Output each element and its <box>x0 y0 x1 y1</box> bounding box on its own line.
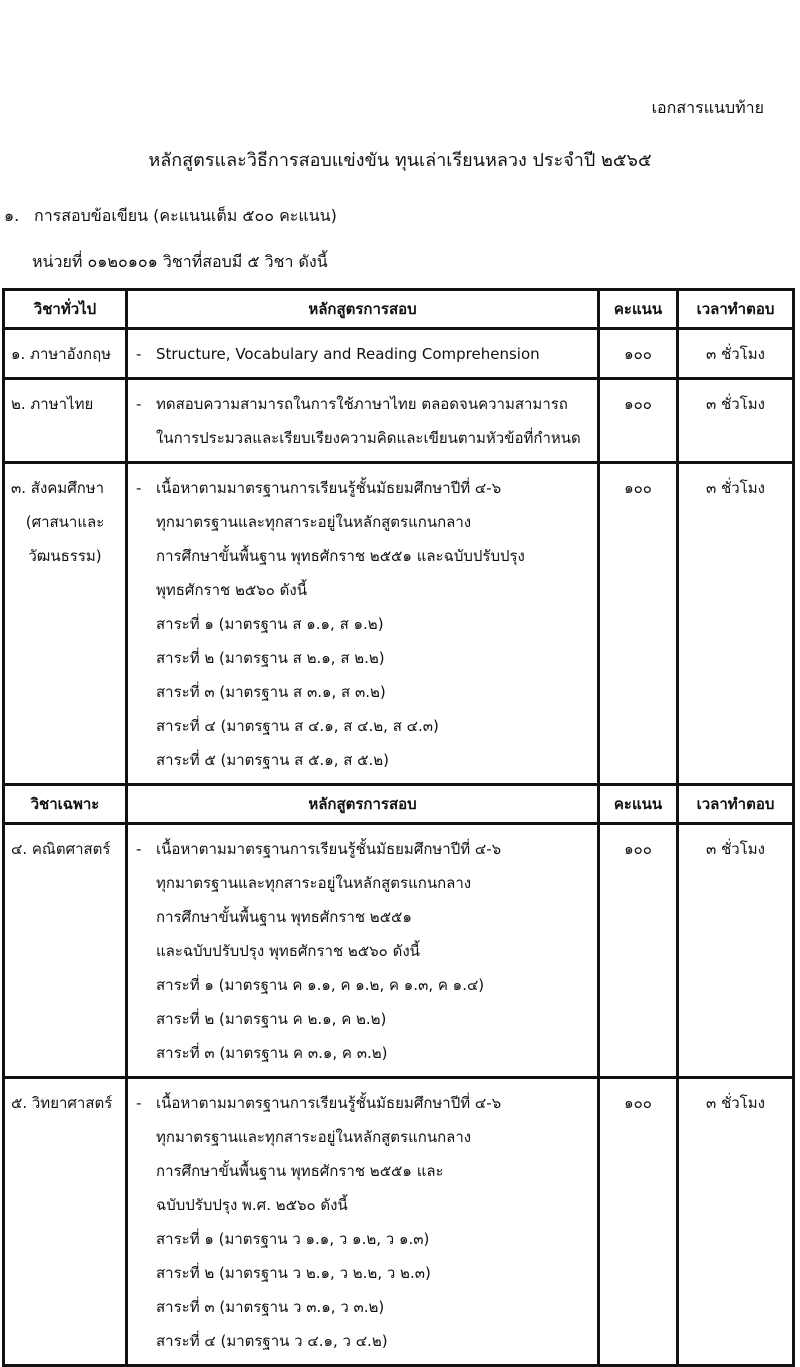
subject-line: ๑. ภาษาอังกฤษ <box>11 345 112 363</box>
curriculum-line <box>136 1086 589 1120</box>
unit-line: หน่วยที่ ๐๑๒๐๑๐๑ วิชาที่สอบมี ๕ วิชา ดังนี้ <box>32 252 328 271</box>
exam-table <box>2 288 795 1367</box>
time-cell: ๓ ชั่วโมง <box>678 379 794 463</box>
curriculum-line <box>136 1036 589 1070</box>
curriculum-line <box>136 1154 589 1188</box>
curriculum-text: สาระที่ ๓ (มาตรฐาน ค ๓.๑, ค ๓.๒) <box>156 1044 388 1062</box>
subject-line: ๒. ภาษาไทย <box>11 395 94 413</box>
header-subject: วิชาทั่วไป <box>4 290 127 329</box>
curriculum-line <box>136 1324 589 1358</box>
table-header-specific <box>4 785 794 824</box>
header-time: เวลาทำตอบ <box>678 290 794 329</box>
curriculum-line <box>136 900 589 934</box>
curriculum-text: ในการประมวลและเรียบเรียงความคิดและเขียนตามหัวข้อที่กำหนด <box>156 429 581 447</box>
subject-cell <box>4 463 127 785</box>
header-curriculum: หลักสูตรการสอบ <box>127 290 599 329</box>
curriculum-cell <box>127 1078 599 1366</box>
bullet-dash: - <box>136 395 142 413</box>
curriculum-line <box>136 573 589 607</box>
curriculum-text: การศึกษาขั้นพื้นฐาน พุทธศักราช ๒๕๕๑ <box>156 908 412 926</box>
curriculum-line <box>136 1290 589 1324</box>
subject-cell <box>4 824 127 1078</box>
table-row <box>4 1078 794 1366</box>
curriculum-line <box>136 1120 589 1154</box>
annex-label: เอกสารแนบท้าย <box>651 98 764 117</box>
bullet-dash: - <box>136 840 142 858</box>
curriculum-text: เนื้อหาตามมาตรฐานการเรียนรู้ชั้นมัธยมศึกษาปีที่ ๔-๖ <box>156 1094 502 1112</box>
subject-cell <box>4 1078 127 1366</box>
header-score: คะแนน <box>599 290 678 329</box>
curriculum-line <box>136 866 589 900</box>
curriculum-text: การศึกษาขั้นพื้นฐาน พุทธศักราช ๒๕๕๑ และฉบับปรับปรุง <box>156 547 525 565</box>
curriculum-line <box>136 709 589 743</box>
curriculum-text: ทุกมาตรฐานและทุกสาระอยู่ในหลักสูตรแกนกลาง <box>156 1128 472 1146</box>
curriculum-line <box>136 471 589 505</box>
subject-line: (ศาสนาและ <box>25 513 105 531</box>
curriculum-text: สาระที่ ๒ (มาตรฐาน ส ๒.๑, ส ๒.๒) <box>156 649 385 667</box>
curriculum-cell <box>127 379 599 463</box>
curriculum-text: สาระที่ ๒ (มาตรฐาน ค ๒.๑, ค ๒.๒) <box>156 1010 387 1028</box>
curriculum-text: สาระที่ ๔ (มาตรฐาน ส ๔.๑, ส ๔.๒, ส ๔.๓) <box>156 717 439 735</box>
curriculum-line <box>136 539 589 573</box>
curriculum-line <box>136 675 589 709</box>
section-heading <box>4 204 337 229</box>
curriculum-text: สาระที่ ๑ (มาตรฐาน ว ๑.๑, ว ๑.๒, ว ๑.๓) <box>156 1230 430 1248</box>
curriculum-text: สาระที่ ๑ (มาตรฐาน ส ๑.๑, ส ๑.๒) <box>156 615 384 633</box>
score-cell: ๑๐๐ <box>599 824 678 1078</box>
curriculum-text: ทุกมาตรฐานและทุกสาระอยู่ในหลักสูตรแกนกลาง <box>156 513 472 531</box>
bullet-dash: - <box>136 479 142 497</box>
curriculum-text: และฉบับปรับปรุง พุทธศักราช ๒๕๖๐ ดังนี้ <box>156 942 420 960</box>
subject-cell <box>4 379 127 463</box>
curriculum-line <box>136 421 589 455</box>
table-header-general <box>4 290 794 329</box>
curriculum-cell <box>127 463 599 785</box>
subject-line: ๔. คณิตศาสตร์ <box>11 840 111 858</box>
bullet-dash: - <box>136 345 142 363</box>
subject-cell <box>4 329 127 379</box>
curriculum-text: สาระที่ ๒ (มาตรฐาน ว ๒.๑, ว ๒.๒, ว ๒.๓) <box>156 1264 431 1282</box>
curriculum-text: เนื้อหาตามมาตรฐานการเรียนรู้ชั้นมัธยมศึกษาปีที่ ๔-๖ <box>156 840 502 858</box>
section-title: การสอบข้อเขียน (คะแนนเต็ม ๕๐๐ คะแนน) <box>34 206 337 225</box>
curriculum-cell <box>127 824 599 1078</box>
header-score: คะแนน <box>599 785 678 824</box>
curriculum-text: ทดสอบความสามารถในการใช้ภาษาไทย ตลอดจนความสามารถ <box>156 395 568 413</box>
curriculum-line <box>136 1222 589 1256</box>
curriculum-text: สาระที่ ๓ (มาตรฐาน ว ๓.๑, ว ๓.๒) <box>156 1298 385 1316</box>
subject-line: ๓. สังคมศึกษา <box>11 479 105 497</box>
curriculum-text: พุทธศักราช ๒๕๖๐ ดังนี้ <box>156 581 307 599</box>
curriculum-text: สาระที่ ๑ (มาตรฐาน ค ๑.๑, ค ๑.๒, ค ๑.๓, ค ๑.๔) <box>156 976 485 994</box>
curriculum-line <box>136 1256 589 1290</box>
curriculum-line <box>136 337 589 371</box>
curriculum-text: ทุกมาตรฐานและทุกสาระอยู่ในหลักสูตรแกนกลาง <box>156 874 472 892</box>
section-number: ๑. <box>4 206 20 225</box>
curriculum-line <box>136 641 589 675</box>
curriculum-text: สาระที่ ๓ (มาตรฐาน ส ๓.๑, ส ๓.๒) <box>156 683 386 701</box>
table-row <box>4 379 794 463</box>
table-row <box>4 329 794 379</box>
score-cell: ๑๐๐ <box>599 1078 678 1366</box>
bullet-dash: - <box>136 1094 142 1112</box>
curriculum-line <box>136 607 589 641</box>
curriculum-line <box>136 832 589 866</box>
curriculum-text: สาระที่ ๔ (มาตรฐาน ว ๔.๑, ว ๔.๒) <box>156 1332 388 1350</box>
curriculum-line <box>136 1002 589 1036</box>
time-cell: ๓ ชั่วโมง <box>678 329 794 379</box>
curriculum-text: ฉบับปรับปรุง พ.ศ. ๒๕๖๐ ดังนี้ <box>156 1196 348 1214</box>
curriculum-cell <box>127 329 599 379</box>
table-row <box>4 824 794 1078</box>
curriculum-text: Structure, Vocabulary and Reading Comprehension <box>156 345 540 363</box>
subject-line: ๕. วิทยาศาสตร์ <box>11 1094 113 1112</box>
time-cell: ๓ ชั่วโมง <box>678 463 794 785</box>
curriculum-text: เนื้อหาตามมาตรฐานการเรียนรู้ชั้นมัธยมศึกษาปีที่ ๔-๖ <box>156 479 502 497</box>
curriculum-text: สาระที่ ๕ (มาตรฐาน ส ๕.๑, ส ๕.๒) <box>156 751 390 769</box>
subject-line: วัฒนธรรม) <box>28 547 102 565</box>
curriculum-line <box>136 387 589 421</box>
curriculum-text: การศึกษาขั้นพื้นฐาน พุทธศักราช ๒๕๕๑ และ <box>156 1162 444 1180</box>
curriculum-line <box>136 934 589 968</box>
score-cell: ๑๐๐ <box>599 379 678 463</box>
curriculum-line <box>136 505 589 539</box>
header-curriculum: หลักสูตรการสอบ <box>127 785 599 824</box>
time-cell: ๓ ชั่วโมง <box>678 1078 794 1366</box>
header-subject: วิชาเฉพาะ <box>4 785 127 824</box>
table-row <box>4 463 794 785</box>
score-cell: ๑๐๐ <box>599 463 678 785</box>
curriculum-line <box>136 968 589 1002</box>
score-cell: ๑๐๐ <box>599 329 678 379</box>
time-cell: ๓ ชั่วโมง <box>678 824 794 1078</box>
header-time: เวลาทำตอบ <box>678 785 794 824</box>
curriculum-line <box>136 1188 589 1222</box>
curriculum-line <box>136 743 589 777</box>
document-title: หลักสูตรและวิธีการสอบแข่งขัน ทุนเล่าเรียนหลวง ประจำปี ๒๕๖๕ <box>148 150 652 171</box>
